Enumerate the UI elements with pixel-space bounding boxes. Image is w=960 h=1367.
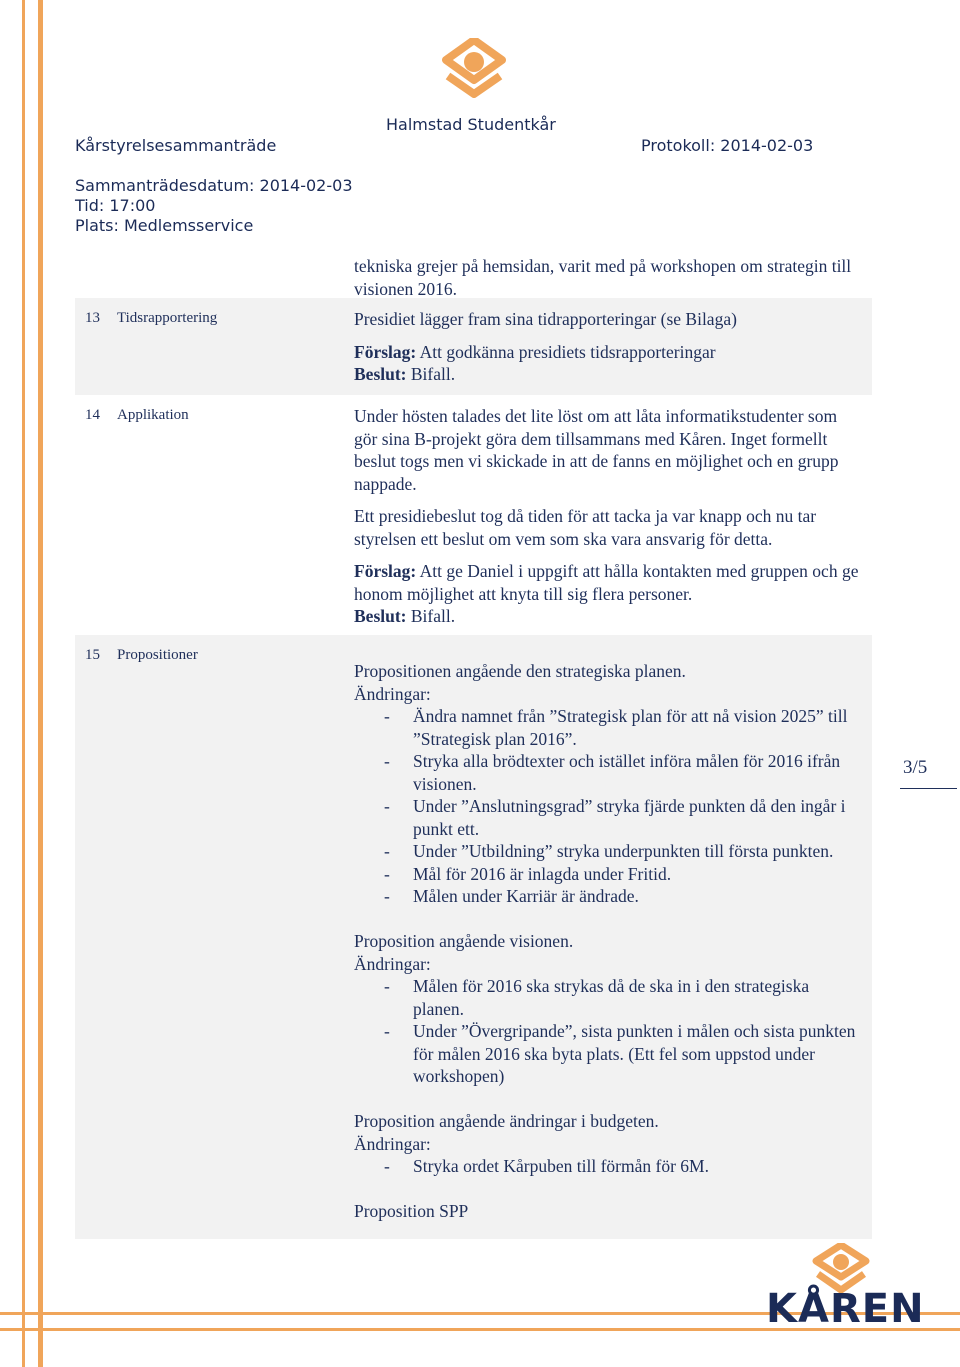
list-item: - Under ”Anslutningsgrad” stryka fjärde punkten då den ingår i punkt ett. xyxy=(384,796,846,839)
agenda-item-13 xyxy=(75,298,872,395)
meeting-meta xyxy=(75,176,353,236)
decision-label: Beslut: xyxy=(354,364,407,384)
item-topic: Applikation xyxy=(117,407,189,423)
list-item: - Under ”Övergripande”, sista punkten i målen och sista punkten för målen 2016 ska byta plats. (Ett fel som uppstod under workshopen) xyxy=(384,1021,856,1086)
left-margin-bar-outer xyxy=(22,0,25,1367)
decision-line xyxy=(354,363,864,386)
meeting-place: Plats: Medlemsservice xyxy=(75,216,254,235)
decision-label: Beslut: xyxy=(354,606,407,626)
changes-label: Ändringar: xyxy=(354,1133,431,1154)
item-number: 15 xyxy=(85,647,100,663)
organization-name: Halmstad Studentkår xyxy=(386,115,556,134)
continuation-row xyxy=(75,252,872,298)
item-body xyxy=(354,660,864,1223)
proposal-label: Förslag: xyxy=(354,561,417,581)
page-number-underline xyxy=(900,788,957,789)
proposition-1-changes xyxy=(354,705,864,908)
item-number: 13 xyxy=(85,310,100,326)
continuation-text: tekniska grejer på hemsidan, varit med på workshopen om strategin till visionen 2016. xyxy=(354,256,852,299)
decision-text: Bifall. xyxy=(406,606,456,626)
karen-logo-icon xyxy=(442,38,506,98)
proposition-1-title: Propositionen angående den strategiska planen. xyxy=(354,661,686,681)
document-type: Kårstyrelsesammanträde xyxy=(75,136,277,155)
meeting-time: Tid: 17:00 xyxy=(75,196,156,215)
list-item: - Målen för 2016 ska strykas då de ska in i den strategiska planen. xyxy=(384,976,810,1019)
page-number: 3/5 xyxy=(903,757,928,778)
proposition-4-title: Proposition SPP xyxy=(354,1201,469,1221)
proposal-text: Att ge Daniel i uppgift att hålla kontakten med gruppen och ge honom möjlighet att knyta till sig flera personer. xyxy=(354,561,859,604)
proposition-3-title: Proposition angående ändringar i budgeten. xyxy=(354,1111,659,1131)
item-topic: Tidsrapportering xyxy=(117,310,218,326)
agenda-item-14 xyxy=(75,395,872,635)
proposition-2-changes xyxy=(354,975,864,1088)
list-item: - Mål för 2016 är inlagda under Fritid. xyxy=(384,863,672,884)
changes-label: Ändringar: xyxy=(354,953,431,974)
paragraph-2: Ett presidiebeslut tog då tiden för att tacka ja var knapp och nu tar styrelsen ett beslut om vem som ska vara ansvarig för detta. xyxy=(354,506,817,549)
proposal-text: Att godkänna presidiets tidsrapporteringar xyxy=(416,341,716,362)
proposal-label: Förslag: xyxy=(354,341,417,362)
paragraph-1: Under hösten talades det lite löst om att låta informatikstudenter som gör sina B-projekt göra dem tillsammans med Kåren. Inget formellt beslut togs men vi skickade in att de fanns en möjlighet och en grupp nappade. xyxy=(354,406,839,494)
list-item: - Under ”Utbildning” stryka underpunkten till första punkten. xyxy=(384,841,834,861)
item-number: 14 xyxy=(85,407,100,423)
list-item: - Stryka ordet Kårpuben till förmån för 6M. xyxy=(384,1156,709,1176)
agenda-item-15 xyxy=(75,635,872,1239)
item-body xyxy=(354,308,864,386)
meeting-date: Sammanträdesdatum: 2014-02-03 xyxy=(75,176,353,195)
changes-label: Ändringar: xyxy=(354,683,431,704)
proposition-3-changes xyxy=(354,1155,864,1178)
left-margin-bar-inner xyxy=(38,0,43,1367)
list-item: - Målen under Karriär är ändrade. xyxy=(384,886,639,906)
proposal-line xyxy=(354,341,864,364)
item-text: Presidiet lägger fram sina tidrapporteringar (se Bilaga) xyxy=(354,309,737,329)
protocol-date: Protokoll: 2014-02-03 xyxy=(641,136,814,155)
list-item: - Ändra namnet från ”Strategisk plan för att nå vision 2025” till ”Strategisk plan 2016”. xyxy=(384,706,848,749)
decision-line xyxy=(354,605,864,628)
decision-text: Bifall. xyxy=(406,364,456,384)
proposal-line xyxy=(354,560,864,605)
item-topic: Propositioner xyxy=(117,647,198,663)
proposition-2-title: Proposition angående visionen. xyxy=(354,931,574,951)
karen-wordmark: KÅREN xyxy=(766,1286,925,1332)
item-body xyxy=(354,405,864,628)
list-item: - Stryka alla brödtexter och istället införa målen för 2016 ifrån visionen. xyxy=(384,751,841,794)
